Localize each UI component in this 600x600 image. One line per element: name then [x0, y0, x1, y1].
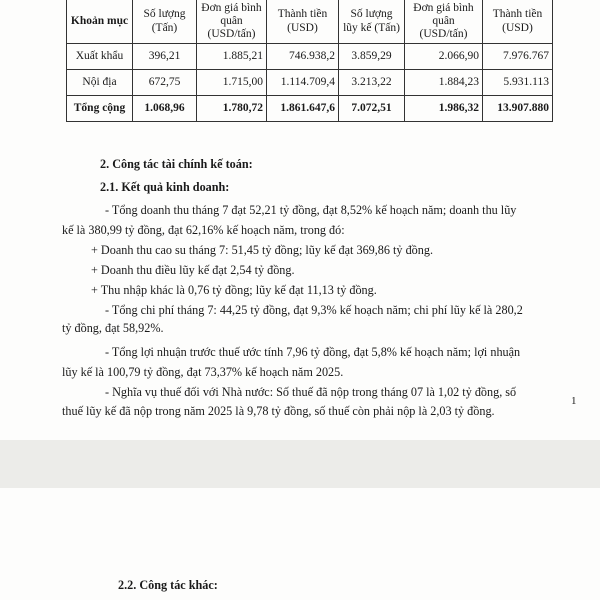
paragraph-line: - Tổng chi phí tháng 7: 44,25 tỷ đồng, đạt 9,3% kế hoạch năm; chi phí lũy kế là 280,2 — [105, 303, 523, 317]
table-cell-avg-price-cum: 1.986,32 — [405, 96, 483, 122]
subsection-heading: 2.2. Công tác khác: — [118, 578, 218, 592]
subsection-heading: 2.1. Kết quả kinh doanh: — [100, 180, 230, 194]
table-header-qty: Số lượng (Tấn) — [133, 0, 197, 44]
table-cell-amount-cum: 7.976.767 — [483, 44, 553, 70]
table-header-item: Khoản mục — [67, 0, 133, 44]
table-cell-amount: 746.938,2 — [267, 44, 339, 70]
table-cell-qty-cum: 3.213,22 — [339, 70, 405, 96]
paragraph-line: tỷ đồng, đạt 58,92%. — [62, 321, 164, 335]
table-cell-item: Nội địa — [67, 70, 133, 96]
table-cell-amount-cum: 13.907.880 — [483, 96, 553, 122]
section-heading: 2. Công tác tài chính kế toán: — [100, 157, 253, 171]
table-cell-avg-price-cum: 2.066,90 — [405, 44, 483, 70]
table-cell-amount-cum: 5.931.113 — [483, 70, 553, 96]
page-separator — [0, 440, 600, 488]
paragraph-line: + Doanh thu điều lũy kế đạt 2,54 tỷ đồng. — [91, 263, 295, 277]
table-header-avg-price-cum: Đơn giá bình quân (USD/tấn) — [405, 0, 483, 44]
paragraph-line: kế là 380,99 tỷ đồng, đạt 62,16% kế hoạch năm, trong đó: — [62, 223, 345, 237]
table-cell-avg-price: 1.780,72 — [197, 96, 267, 122]
page-number: 1 — [571, 395, 577, 407]
table-cell-avg-price: 1.885,21 — [197, 44, 267, 70]
paragraph-line: + Thu nhập khác là 0,76 tỷ đồng; lũy kế đạt 11,13 tỷ đồng. — [91, 283, 377, 297]
paragraph-line: - Nghĩa vụ thuế đối với Nhà nước: Số thuế đã nộp trong tháng 07 là 1,02 tỷ đồng, số — [105, 385, 517, 399]
table-cell-qty: 1.068,96 — [133, 96, 197, 122]
paragraph-line: lũy kế là 100,79 tỷ đồng, đạt 73,37% kế hoạch năm 2025. — [62, 365, 344, 379]
table-header-amount: Thành tiền (USD) — [267, 0, 339, 44]
table-header-qty-cum: Số lượng lũy kế (Tấn) — [339, 0, 405, 44]
table-cell-amount: 1.861.647,6 — [267, 96, 339, 122]
table-cell-qty-cum: 3.859,29 — [339, 44, 405, 70]
table-header-amount-cum: Thành tiền (USD) — [483, 0, 553, 44]
table-cell-avg-price-cum: 1.884,23 — [405, 70, 483, 96]
table-cell-qty-cum: 7.072,51 — [339, 96, 405, 122]
table-row — [67, 70, 553, 96]
table-header-avg-price: Đơn giá bình quân (USD/tấn) — [197, 0, 267, 44]
table-cell-qty: 396,21 — [133, 44, 197, 70]
table-row — [67, 44, 553, 70]
paragraph-line: - Tổng doanh thu tháng 7 đạt 52,21 tỷ đồng, đạt 8,52% kế hoạch năm; doanh thu lũy — [105, 203, 517, 217]
paragraph-line: - Tổng lợi nhuận trước thuế ước tính 7,96 tỷ đồng, đạt 5,8% kế hoạch năm; lợi nhuận — [105, 345, 521, 359]
table-cell-item: Tổng cộng — [67, 96, 133, 122]
table-cell-qty: 672,75 — [133, 70, 197, 96]
table-cell-avg-price: 1.715,00 — [197, 70, 267, 96]
sales-table — [66, 0, 553, 122]
page-2 — [0, 488, 600, 600]
table-cell-amount: 1.114.709,4 — [267, 70, 339, 96]
table-cell-item: Xuất khẩu — [67, 44, 133, 70]
table-header-row — [67, 0, 553, 44]
table-row-total — [67, 96, 553, 122]
paragraph-line: thuế lũy kế đã nộp trong năm 2025 là 9,78 tỷ đồng, số thuế còn phải nộp là 2,03 tỷ đồng. — [62, 404, 495, 418]
paragraph-line: + Doanh thu cao su tháng 7: 51,45 tỷ đồng; lũy kế đạt 369,86 tỷ đồng. — [91, 243, 433, 257]
